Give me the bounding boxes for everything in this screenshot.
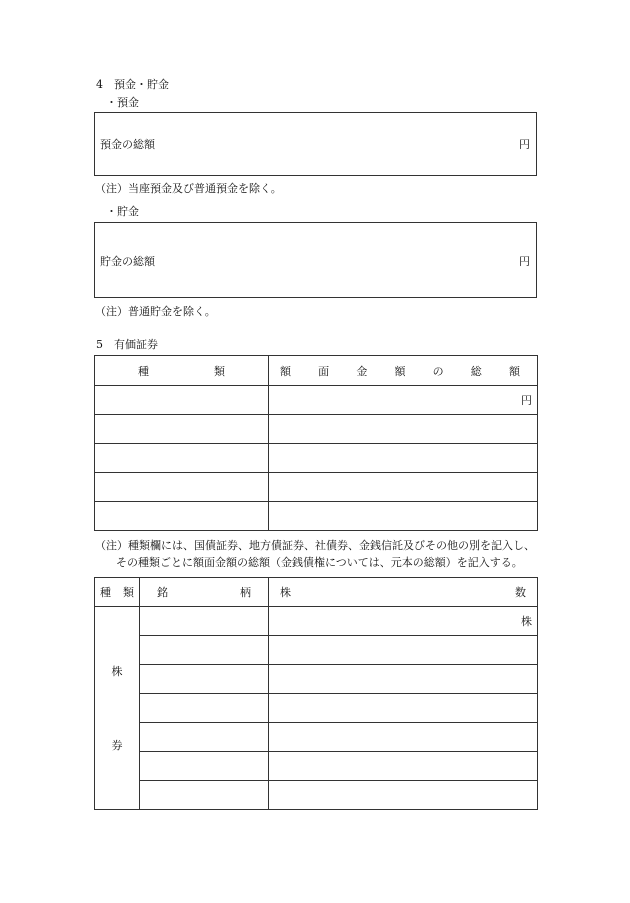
header-face-value-total (269, 356, 538, 386)
amount-cell[interactable] (269, 502, 538, 531)
header-brand-char: 銘 (157, 586, 168, 599)
header-shares (269, 578, 538, 607)
amount-cell[interactable] (269, 473, 538, 502)
shares-unit: 株 (521, 615, 532, 628)
securities-note-line2: その種類ごとに額面金額の総額（金銭債権については、元本の総額）を記入する。 (116, 556, 523, 569)
brand-cell[interactable] (140, 781, 269, 810)
table-row (95, 386, 538, 415)
brand-cell[interactable] (140, 723, 269, 752)
kind-cell[interactable] (95, 502, 269, 531)
brand-cell[interactable] (140, 607, 269, 636)
header-total-char: 額 (280, 364, 291, 378)
shares-cell[interactable] (269, 694, 538, 723)
table-row (95, 607, 538, 636)
stock-table-header (95, 578, 538, 607)
section5-title: 5 有価証券 (96, 338, 158, 351)
brand-cell[interactable] (140, 636, 269, 665)
shares-cell[interactable] (269, 607, 538, 636)
shares-cell[interactable] (269, 781, 538, 810)
savings-subtitle: ・貯金 (106, 205, 139, 218)
table-row (95, 723, 538, 752)
savings-note: （注）普通貯金を除く。 (95, 305, 216, 318)
table-row (95, 665, 538, 694)
brand-cell[interactable] (140, 694, 269, 723)
kind-label-char: 株 (111, 665, 123, 678)
table-row (95, 502, 538, 531)
header-total-char: 額 (394, 364, 406, 378)
header-kind (95, 578, 140, 607)
header-kind-char: 種 (100, 586, 111, 599)
table-row (95, 752, 538, 781)
deposit-box (94, 112, 537, 176)
deposit-note: （注）当座預金及び普通預金を除く。 (95, 182, 282, 195)
table-row (95, 781, 538, 810)
brand-cell[interactable] (140, 752, 269, 781)
securities-note-line1: （注）種類欄には、国債証券、地方債証券、社債券、金銭信託及びその他の別を記入し、 (95, 539, 535, 552)
table-row (95, 636, 538, 665)
header-total-char: 総 (470, 364, 482, 378)
amount-cell[interactable] (269, 444, 538, 473)
amount-unit: 円 (521, 394, 532, 407)
header-brand-char: 柄 (240, 586, 251, 599)
shares-cell[interactable] (269, 752, 538, 781)
kind-cell[interactable] (95, 473, 269, 502)
header-brand (140, 578, 269, 607)
header-kind-char: 類 (214, 364, 225, 378)
brand-cell[interactable] (140, 665, 269, 694)
savings-unit: 円 (519, 255, 530, 268)
header-total-char: 金 (356, 364, 368, 378)
stock-table (94, 577, 538, 810)
header-total-char: 面 (318, 364, 330, 378)
savings-box (94, 222, 537, 298)
kind-cell[interactable] (95, 415, 269, 444)
kind-cell[interactable] (95, 444, 269, 473)
header-kind (95, 356, 269, 386)
kind-cell[interactable] (95, 386, 269, 415)
table-row (95, 444, 538, 473)
header-shares-char: 株 (280, 586, 291, 599)
stock-kind-cell (95, 607, 140, 810)
shares-cell[interactable] (269, 665, 538, 694)
deposit-subtitle: ・預金 (106, 96, 139, 109)
section4-title: 4 預金・貯金 (96, 78, 169, 91)
table-row (95, 415, 538, 444)
header-shares-char: 数 (515, 586, 526, 599)
shares-cell[interactable] (269, 723, 538, 752)
header-kind-char: 種 (138, 364, 149, 378)
securities-table-header (95, 356, 538, 386)
shares-cell[interactable] (269, 636, 538, 665)
kind-label-char: 券 (111, 739, 123, 752)
header-total-char: の (432, 364, 444, 378)
amount-cell[interactable] (269, 386, 538, 415)
deposit-total-label: 預金の総額 (100, 138, 155, 151)
table-row (95, 694, 538, 723)
amount-cell[interactable] (269, 415, 538, 444)
savings-total-label: 貯金の総額 (100, 255, 155, 268)
table-row (95, 473, 538, 502)
deposit-unit: 円 (519, 138, 530, 151)
securities-table (94, 355, 538, 531)
header-kind-char: 類 (123, 586, 134, 599)
header-total-char: 額 (508, 364, 520, 378)
